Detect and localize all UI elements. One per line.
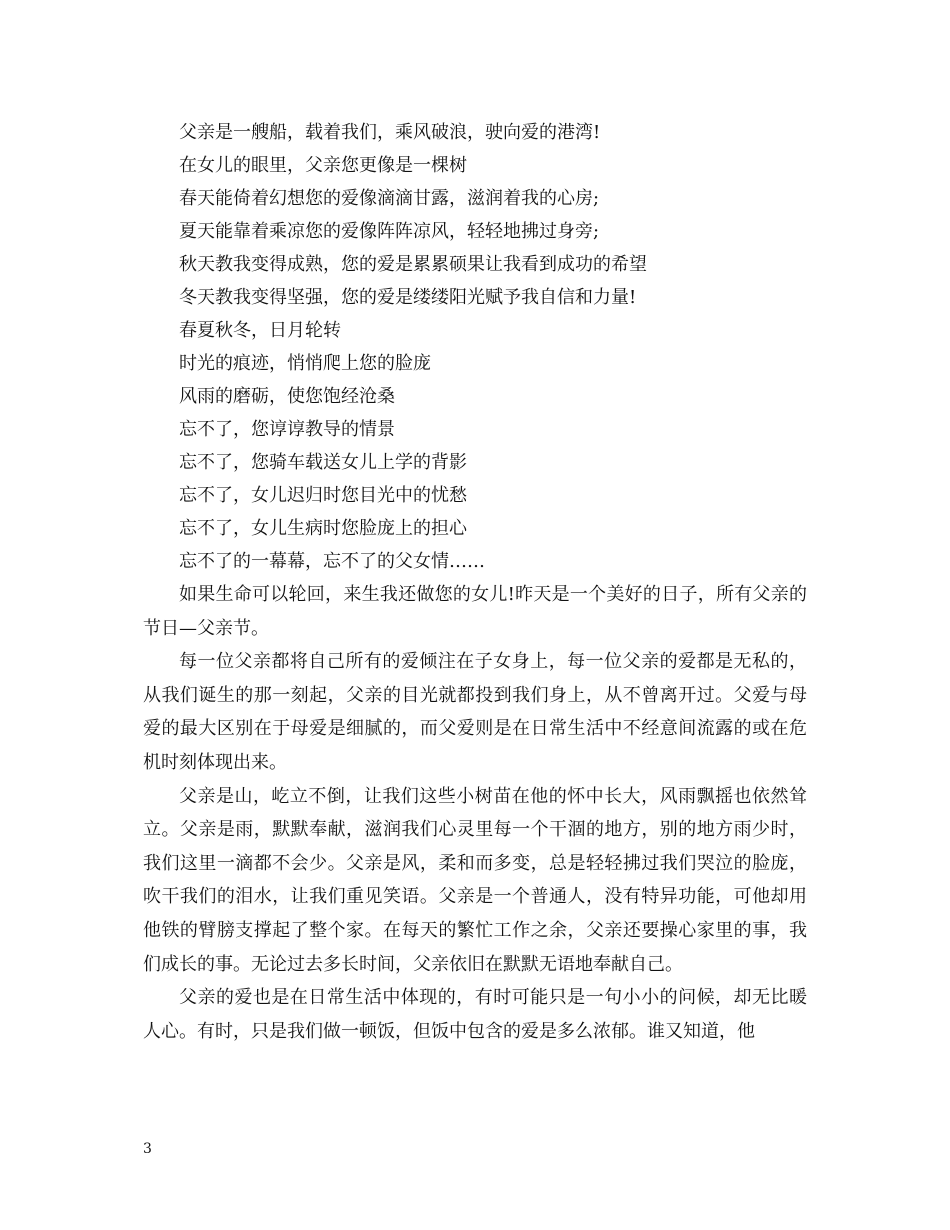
poem-line: 春天能倚着幻想您的爱像滴滴甘露，滋润着我的心房; — [179, 188, 600, 209]
poem-line: 忘不了，您谆谆教导的情景 — [179, 419, 395, 440]
poem-line: 夏天能靠着乘凉您的爱像阵阵凉风，轻轻地拂过身旁; — [179, 221, 600, 242]
page-number: 3 — [143, 1141, 152, 1157]
poem-line: 风雨的磨砺，使您饱经沧桑 — [179, 386, 395, 407]
poem-line: 在女儿的眼里，父亲您更像是一棵树 — [179, 155, 467, 176]
poem-line: 秋天教我变得成熟，您的爱是累累硕果让我看到成功的希望 — [179, 254, 647, 275]
poem-line: 时光的痕迹，悄悄爬上您的脸庞 — [179, 353, 431, 374]
paragraph: 如果生命可以轮回，来生我还做您的女儿!昨天是一个美好的日子，所有父亲的节日—父亲节。 — [143, 584, 807, 639]
poem-line: 父亲是一艘船，载着我们，乘风破浪，驶向爱的港湾! — [179, 122, 601, 143]
poem-line: 忘不了，女儿迟归时您目光中的忧愁 — [179, 485, 467, 506]
poem-line: 忘不了，您骑车载送女儿上学的背影 — [179, 452, 467, 473]
poem-line: 忘不了，女儿生病时您脸庞上的担心 — [179, 518, 467, 539]
poem-line: 忘不了的一幕幕，忘不了的父女情…… — [179, 551, 485, 572]
poem-line: 冬天教我变得坚强，您的爱是缕缕阳光赋予我自信和力量! — [179, 287, 637, 308]
paragraph: 父亲的爱也是在日常生活中体现的，有时可能只是一句小小的问候，却无比暖人心。有时，只是我们做一顿饭，但饭中包含的爱是多么浓郁。谁又知道，他 — [143, 987, 807, 1042]
poem-line: 春夏秋冬，日月轮转 — [179, 320, 341, 341]
paragraph: 父亲是山，屹立不倒，让我们这些小树苗在他的怀中长大，风雨飘摇也依然耸立。父亲是雨，默默奉献，滋润我们心灵里每一个干涸的地方，别的地方雨少时，我们这里一滴都不会少。父亲是风，柔和而多变，总是轻轻拂过我们哭泣的脸庞，吹干我们的泪水，让我们重见笑语。父亲是一个普通人，没有特异功能，可他却用他铁的臂膀支撑起了整个家。在每天的繁忙工作之余，父亲还要操心家里的事，我们成长的事。无论过去多长时间，父亲依旧在默默无语地奉献自己。 — [143, 785, 807, 975]
document-body — [143, 116, 807, 1048]
paragraph: 每一位父亲都将自己所有的爱倾注在子女身上，每一位父亲的爱都是无私的，从我们诞生的那一刻起，父亲的目光就都投到我们身上，从不曾离开过。父爱与母爱的最大区别在于母爱是细腻的，而父爱则是在日常生活中不经意间流露的或在危机时刻体现出来。 — [143, 651, 807, 773]
